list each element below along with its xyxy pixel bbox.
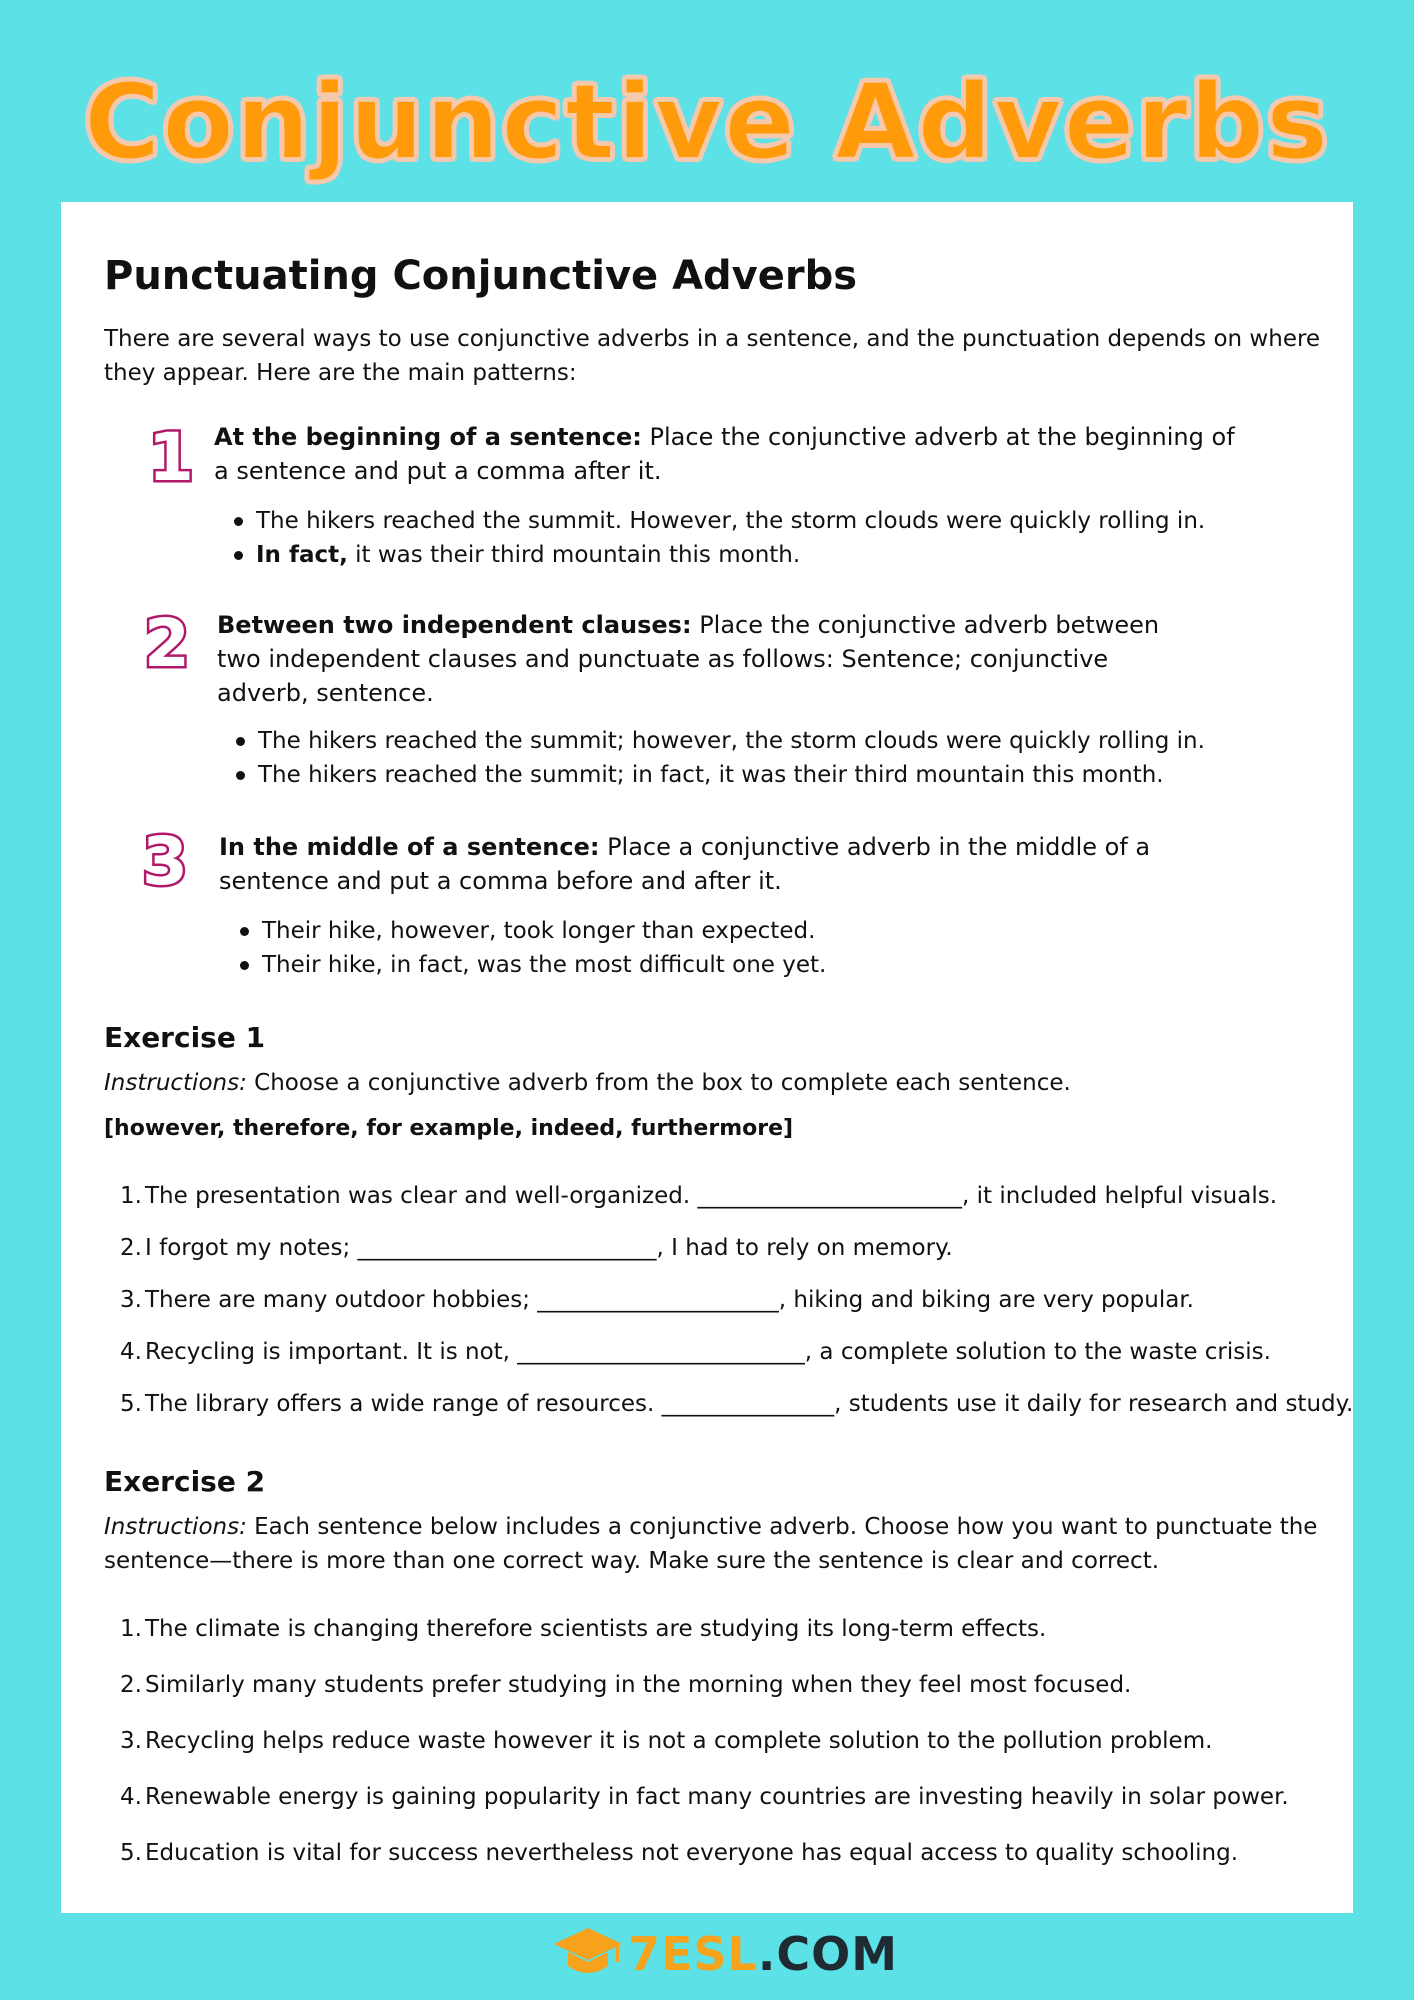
intro-text: There are several ways to use conjunctive adverbs in a sentence, and the punctuation depends on where they appear. Here are the main patterns:: [104, 326, 1321, 386]
list-item: The hikers reached the summit; however, the storm clouds were quickly rolling in.: [232, 724, 1205, 758]
site-logo[interactable]: [552, 1920, 898, 1986]
list-item: 2. I forgot my notes; __________________________, I had to rely on memory.: [120, 1235, 953, 1261]
rule-1-text: [214, 420, 1254, 488]
exercise-2-title: Exercise 2: [104, 1465, 266, 1498]
rule-number: 1: [148, 420, 194, 490]
rule-number: 2: [144, 606, 190, 676]
list-item: Their hike, however, took longer than expected.: [236, 914, 826, 948]
rule-number: 3: [142, 824, 188, 894]
exercise-1-instructions: Instructions: Choose a conjunctive adverb from the box to complete each sentence.: [104, 1070, 1071, 1096]
exercise-2-list: [120, 1612, 1289, 1892]
list-item: Their hike, in fact, was the most difficult one yet.: [236, 948, 826, 982]
page-title: Conjunctive Adverbs: [84, 61, 1330, 183]
list-item: 4. Renewable energy is gaining popularity in fact many countries are investing heavily in solar power.: [120, 1784, 1289, 1810]
list-item: 2. Similarly many students prefer studying in the morning when they feel most focused.: [120, 1672, 1132, 1698]
rule-3-examples: [236, 914, 826, 982]
list-item: 1. The presentation was clear and well-organized. _______________________, it included helpful visuals.: [120, 1183, 1278, 1209]
rule-2-label: Between two independent clauses:: [217, 611, 692, 639]
rule-2-description: Place the conjunctive adverb between two independent clauses and punctuate as follows: Sentence; conjunctive adverb, sentence.: [217, 611, 1160, 707]
number-two-icon: [136, 606, 206, 676]
list-item: 5. Education is vital for success nevertheless not everyone has equal access to quality schooling.: [120, 1840, 1239, 1866]
number-one-icon: [136, 420, 206, 490]
section-heading: Punctuating Conjunctive Adverbs: [104, 253, 858, 299]
list-item: 3. There are many outdoor hobbies; _____________________, hiking and biking are very popular.: [120, 1287, 1194, 1313]
list-item: In fact, it was their third mountain this month.: [230, 538, 1205, 572]
rule-3-text: [219, 830, 1239, 898]
exercise-1-list: [120, 1179, 1353, 1439]
list-item: 4. Recycling is important. It is not, _________________________, a complete solution to the waste crisis.: [120, 1339, 1271, 1365]
number-three-icon: [134, 824, 204, 894]
exercise-2-instructions: Instructions: Each sentence below includes a conjunctive adverb. Choose how you want to punctuate the sentence—there is more than one correct way. Make sure the sentence is clear and correct.: [104, 1514, 1318, 1574]
graduation-cap-icon: [552, 1924, 624, 1984]
rule-3-description: Place a conjunctive adverb in the middle of a sentence and put a comma before and after it.: [219, 833, 1151, 895]
rule-3-label: In the middle of a sentence:: [219, 833, 600, 861]
rule-2-examples: [232, 724, 1205, 792]
logo-text: 7ESL.COM: [628, 1927, 898, 1981]
list-item: The hikers reached the summit; in fact, it was their third mountain this month.: [232, 758, 1205, 792]
list-item: 5. The library offers a wide range of resources. _______________, students use it daily for research and study.: [120, 1391, 1354, 1417]
list-item: 3. Recycling helps reduce waste however it is not a complete solution to the pollution problem.: [120, 1728, 1213, 1754]
rule-1-label: At the beginning of a sentence:: [214, 423, 642, 451]
rule-1-examples: [230, 504, 1205, 572]
rule-2-text: [217, 608, 1197, 710]
rule-1-description: Place the conjunctive adverb at the beginning of a sentence and put a comma after it.: [214, 423, 1235, 485]
word-box: [however, therefore, for example, indeed, furthermore]: [104, 1116, 794, 1141]
list-item: The hikers reached the summit. However, the storm clouds were quickly rolling in.: [230, 504, 1205, 538]
exercise-1-title: Exercise 1: [104, 1021, 266, 1054]
list-item: 1. The climate is changing therefore scientists are studying its long-term effects.: [120, 1616, 1047, 1642]
